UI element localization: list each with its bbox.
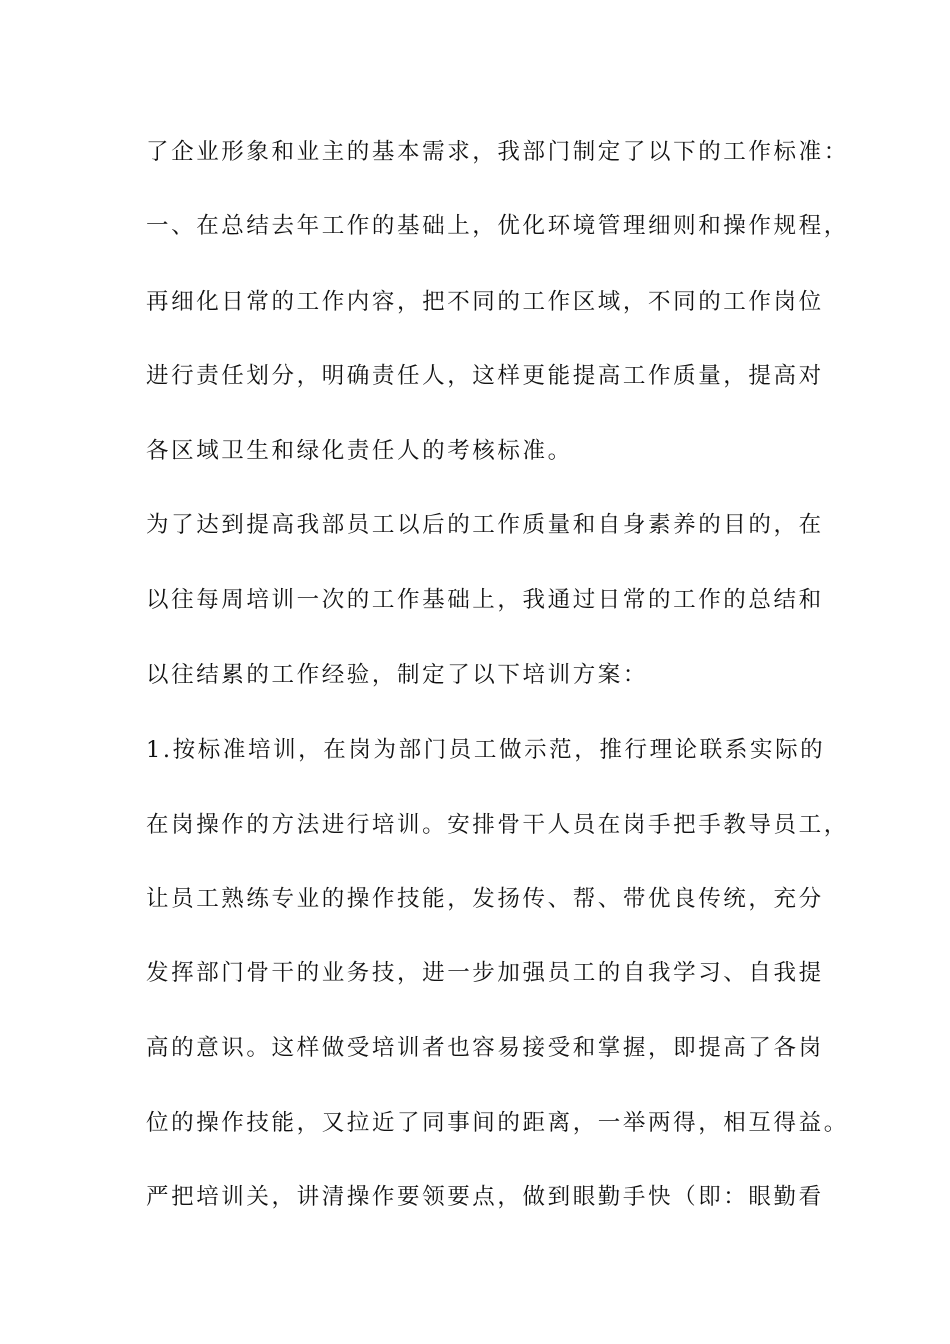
text-line: 了企业形象和业主的基本需求，我部门制定了以下的工作标准： [146, 139, 849, 165]
text-line: 再细化日常的工作内容，把不同的工作区域，不同的工作岗位 [146, 289, 824, 315]
text-line: 进行责任划分，明确责任人，这样更能提高工作质量，提高对 [146, 363, 824, 389]
text-line: 以往每周培训一次的工作基础上，我通过日常的工作的总结和 [146, 587, 824, 613]
text-line: 发挥部门骨干的业务技，进一步加强员工的自我学习、自我提 [146, 960, 824, 986]
text-line: 在岗操作的方法进行培训。安排骨干人员在岗手把手教导员工， [146, 812, 849, 838]
text-line: 位的操作技能，又拉近了同事间的距离，一举两得，相互得益。 [146, 1110, 849, 1136]
text-line: 让员工熟练专业的操作技能，发扬传、帮、带优良传统，充分 [146, 886, 824, 912]
text-line: 一、在总结去年工作的基础上，优化环境管理细则和操作规程， [146, 213, 849, 239]
text-line: 严把培训关，讲清操作要领要点，做到眼勤手快（即：眼勤看 [146, 1184, 824, 1210]
text-line: 1.按标准培训，在岗为部门员工做示范，推行理论联系实际的 [146, 737, 826, 763]
text-line: 高的意识。这样做受培训者也容易接受和掌握，即提高了各岗 [146, 1035, 824, 1061]
text-line: 为了达到提高我部员工以后的工作质量和自身素养的目的，在 [146, 512, 824, 538]
text-line: 以往结累的工作经验，制定了以下培训方案： [146, 662, 649, 688]
text-line: 各区域卫生和绿化责任人的考核标准。 [146, 438, 573, 464]
